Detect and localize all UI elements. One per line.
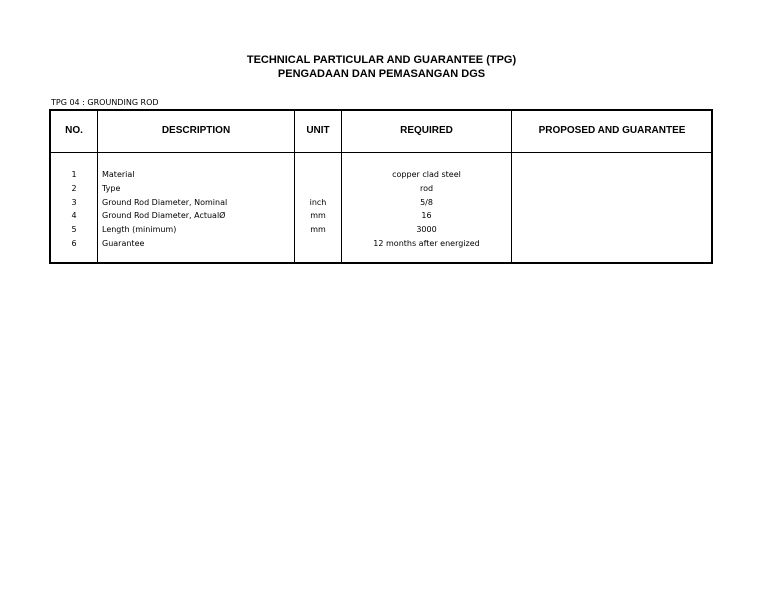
row-number: 5 (71, 225, 77, 235)
row-number: 4 (71, 211, 77, 221)
document-subtitle: PENGADAAN DAN PEMASANGAN DGS (277, 68, 486, 80)
row-proposed[interactable] (512, 209, 712, 223)
row-required: 5/8 (420, 197, 433, 207)
row-description: Ground Rod Diameter, ActualØ (102, 211, 226, 221)
row-unit (295, 168, 341, 182)
tpg-table (49, 109, 713, 264)
row-description: Guarantee (102, 238, 145, 248)
description-column (102, 168, 292, 251)
row-proposed[interactable] (512, 168, 712, 182)
row-required: 12 months after energized (373, 238, 480, 248)
column-header-unit: UNIT (306, 125, 330, 136)
row-unit (295, 237, 341, 251)
row-description: Ground Rod Diameter, Nominal (102, 197, 228, 207)
column-header-proposed: PROPOSED AND GUARANTEE (538, 125, 686, 136)
column-header-required: REQUIRED (400, 125, 453, 136)
row-required: 16 (421, 211, 432, 221)
column-header-no: NO. (65, 125, 83, 136)
row-proposed[interactable] (512, 182, 712, 196)
row-proposed[interactable] (512, 223, 712, 237)
row-number: 6 (71, 238, 77, 248)
row-unit (295, 182, 341, 196)
unit-column (295, 168, 341, 251)
row-description: Type (102, 183, 121, 193)
row-required: copper clad steel (392, 170, 461, 179)
column-header-description: DESCRIPTION (161, 125, 231, 136)
row-description: Material (102, 170, 135, 179)
row-required: 3000 (416, 225, 437, 235)
no-column (51, 168, 97, 251)
proposed-column (512, 168, 712, 251)
required-column (342, 168, 511, 251)
row-unit: mm (310, 225, 326, 235)
row-unit: mm (310, 211, 326, 221)
row-number: 1 (71, 170, 77, 179)
row-required: rod (419, 183, 434, 193)
section-label: TPG 04 : GROUNDING ROD (51, 98, 159, 107)
row-description: Length (minimum) (102, 225, 177, 235)
header-divider (51, 152, 711, 153)
row-number: 3 (71, 197, 77, 207)
row-unit: inch (309, 197, 327, 207)
row-proposed[interactable] (512, 196, 712, 210)
row-proposed[interactable] (512, 237, 712, 251)
row-number: 2 (71, 183, 77, 193)
document-title: TECHNICAL PARTICULAR AND GUARANTEE (TPG) (246, 54, 517, 66)
